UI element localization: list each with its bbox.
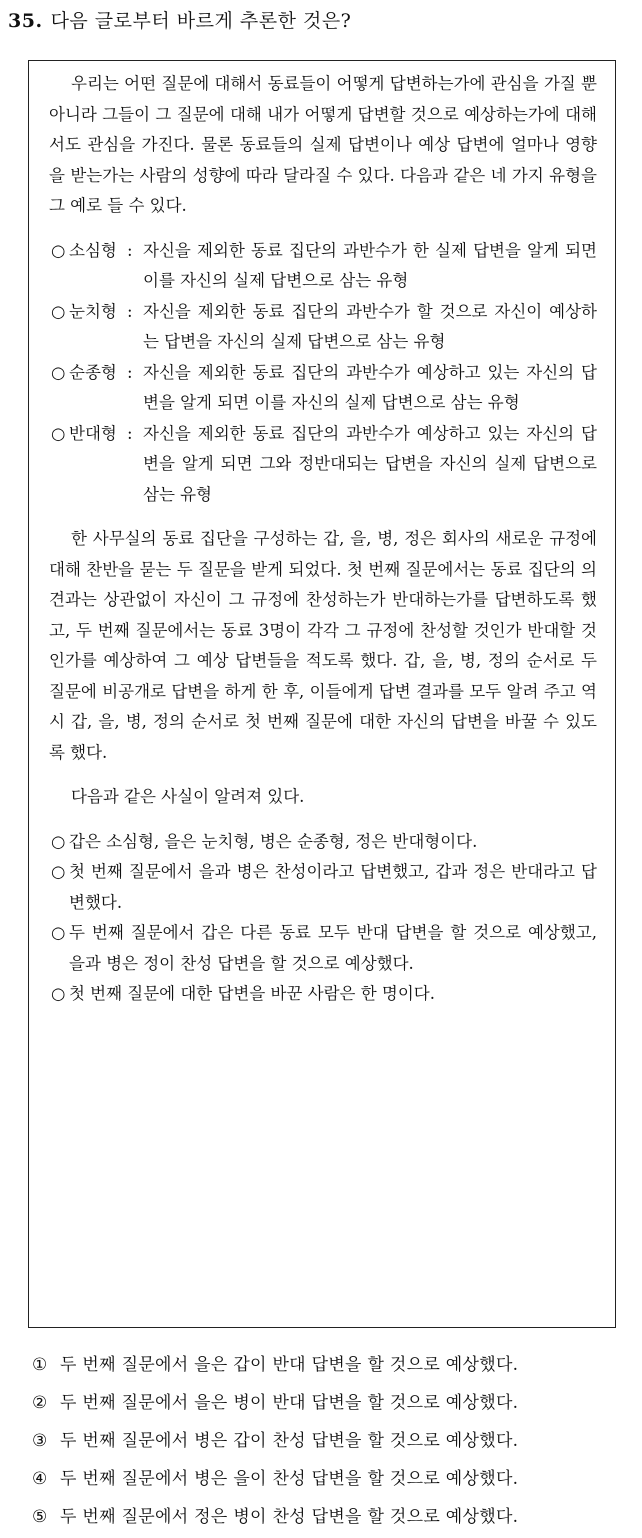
- choice-text: 두 번째 질문에서 을은 갑이 반대 답변을 할 것으로 예상했다.: [60, 1355, 519, 1375]
- bullet-icon: ○: [51, 301, 66, 321]
- type-item: [51, 419, 597, 511]
- bullet-icon: ○: [51, 862, 66, 881]
- type-separator: :: [127, 301, 133, 321]
- fact-item: [51, 827, 597, 858]
- type-description: 자신을 제외한 동료 집단의 과반수가 한 실제 답변을 알게 되면 이를 자신의 실제 답변으로 삼는 유형: [143, 240, 597, 290]
- question-text: 다음 글로부터 바르게 추론한 것은?: [50, 10, 352, 32]
- choice-text: 두 번째 질문에서 병은 갑이 찬성 답변을 할 것으로 예상했다.: [60, 1431, 519, 1451]
- fact-text: 첫 번째 질문에 대한 답변을 바꾼 사람은 한 명이다.: [69, 984, 435, 1003]
- type-separator: :: [127, 362, 133, 382]
- bullet-icon: ○: [51, 240, 66, 260]
- passage-box: [28, 60, 616, 1328]
- bullet-icon: ○: [51, 423, 66, 443]
- passage-intro: 우리는 어떤 질문에 대해서 동료들이 어떻게 답변하는가에 관심을 가질 뿐 아니라 그들이 그 질문에 대해 내가 어떻게 답변할 것으로 예상하는가에 대해서도 관심을 가진다. 물론 동료들의 실제 답변이나 예상 답변에 얼마나 영향을 받는가는 사람의 성향에 따라 달라질 수 있다. 다음과 같은 네 가지 유형을 그 예로 들 수 있다.: [49, 74, 597, 215]
- fact-text: 두 번째 질문에서 갑은 다른 동료 모두 반대 답변을 할 것으로 예상했고, 을과 병은 정이 찬성 답변을 할 것으로 예상했다.: [69, 923, 597, 973]
- type-item: [51, 297, 597, 358]
- question-number: 35.: [8, 10, 43, 32]
- choice-text: 두 번째 질문에서 을은 병이 반대 답변을 할 것으로 예상했다.: [60, 1393, 519, 1413]
- choice-mark: ②: [32, 1393, 48, 1413]
- bullet-icon: ○: [51, 984, 66, 1003]
- facts-intro: 다음과 같은 사실이 알려져 있다.: [71, 787, 305, 806]
- bullet-icon: ○: [51, 362, 66, 382]
- type-separator: :: [127, 240, 133, 260]
- fact-text: 갑은 소심형, 을은 눈치형, 병은 순종형, 정은 반대형이다.: [69, 831, 478, 851]
- choice-mark: ④: [32, 1469, 48, 1489]
- answer-choice-2[interactable]: [32, 1384, 622, 1422]
- answer-choice-1[interactable]: [32, 1346, 622, 1384]
- fact-text: 첫 번째 질문에서 을과 병은 찬성이라고 답변했고, 갑과 정은 반대라고 답변했다.: [69, 862, 597, 912]
- answer-choices: [32, 1346, 622, 1536]
- type-description: 자신을 제외한 동료 집단의 과반수가 예상하고 있는 자신의 답변을 알게 되면 이를 자신의 실제 답변으로 삼는 유형: [143, 362, 597, 412]
- question-header: [8, 8, 634, 34]
- type-name: 순종형: [69, 362, 117, 382]
- answer-choice-4[interactable]: [32, 1460, 622, 1498]
- choice-text: 두 번째 질문에서 정은 병이 찬성 답변을 할 것으로 예상했다.: [60, 1507, 519, 1527]
- type-description: 자신을 제외한 동료 집단의 과반수가 할 것으로 자신이 예상하는 답변을 자신의 실제 답변으로 삼는 유형: [143, 301, 597, 351]
- fact-item: [51, 857, 597, 918]
- bullet-icon: ○: [51, 923, 66, 942]
- bullet-icon: ○: [51, 831, 66, 851]
- type-name: 소심형: [69, 240, 117, 260]
- type-name: 반대형: [69, 423, 117, 443]
- passage-scenario: 한 사무실의 동료 집단을 구성하는 갑, 을, 병, 정은 회사의 새로운 규정에 대해 찬반을 묻는 두 질문을 받게 되었다. 첫 번째 질문에서는 동료 집단의 의견과는 상관없이 자신이 그 규정에 찬성하는가 반대하는가를 답변하도록 했고, 두 번째 질문에서는 동료 3명이 각각 그 규정에 찬성할 것인가 반대할 것인가를 예상하여 그 예상 답변들을 적도록 했다. 갑, 을, 병, 정의 순서로 두 질문에 비공개로 답변을 하게 한 후, 이들에게 답변 결과를 모두 알려 주고 역시 갑, 을, 병, 정의 순서로 첫 번째 질문에 대한 자신의 답변을 바꿀 수 있도록 했다.: [49, 529, 597, 762]
- type-item: [51, 236, 597, 297]
- type-description: 자신을 제외한 동료 집단의 과반수가 예상하고 있는 자신의 답변을 알게 되면 그와 정반대되는 답변을 자신의 실제 답변으로 삼는 유형: [143, 423, 597, 504]
- type-item: [51, 358, 597, 419]
- type-name: 눈치형: [69, 301, 117, 321]
- choice-text: 두 번째 질문에서 병은 을이 찬성 답변을 할 것으로 예상했다.: [60, 1469, 519, 1489]
- choice-mark: ⑤: [32, 1507, 48, 1527]
- answer-choice-3[interactable]: [32, 1422, 622, 1460]
- fact-item: [51, 918, 597, 979]
- fact-item: [51, 979, 597, 1010]
- choice-mark: ③: [32, 1431, 48, 1451]
- answer-choice-5[interactable]: [32, 1498, 622, 1536]
- type-separator: :: [127, 423, 133, 443]
- choice-mark: ①: [32, 1355, 48, 1375]
